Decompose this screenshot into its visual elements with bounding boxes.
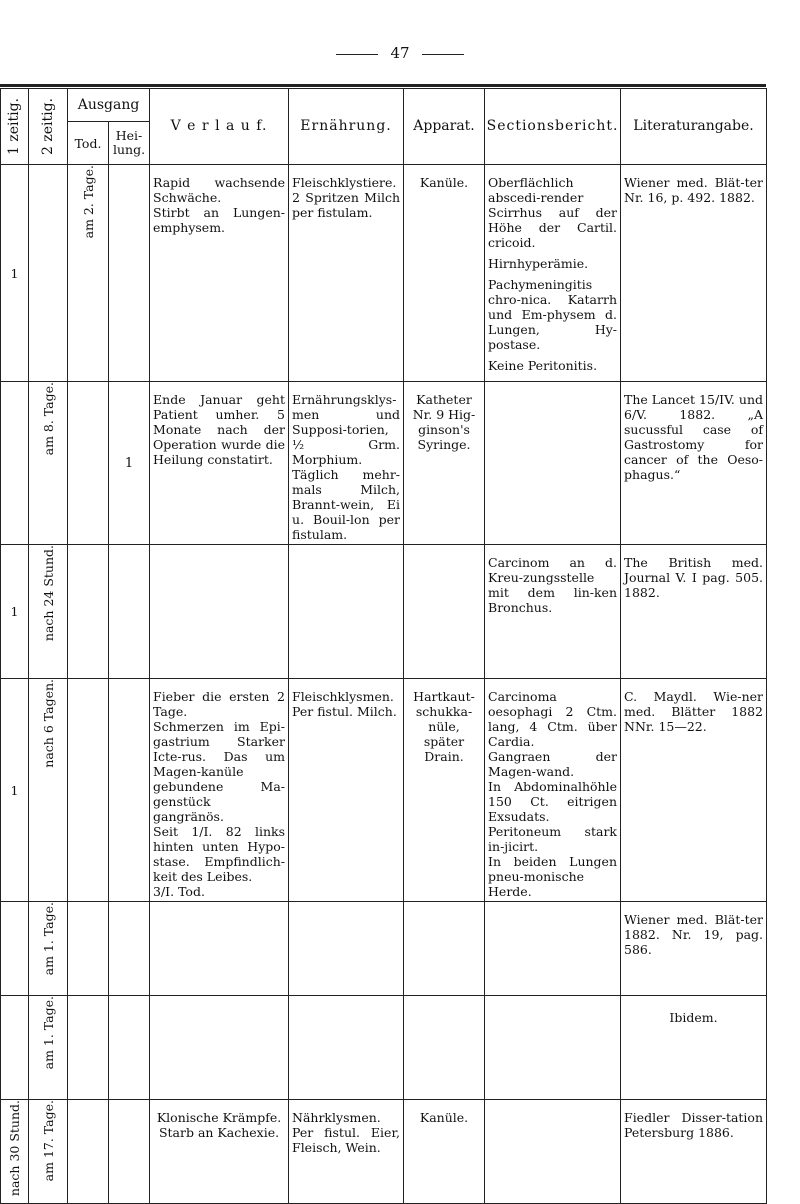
cell-death <box>68 382 109 545</box>
cell-late: am 17. Tage. <box>29 1100 68 1204</box>
cell-nutrition <box>289 902 404 996</box>
header-autopsy: Sectionsbericht. <box>485 89 621 165</box>
cell-apparatus <box>404 902 485 996</box>
header-late: 2 zeitig. <box>29 89 68 165</box>
cell-healing <box>109 1100 150 1204</box>
cell-death <box>68 996 109 1100</box>
case-table <box>0 88 767 1204</box>
cell-early: 1 <box>1 165 29 382</box>
header-healing: Hei- lung. <box>109 122 150 165</box>
cell-course <box>150 545 289 679</box>
header-outcome: Ausgang <box>68 89 150 122</box>
cell-late <box>29 165 68 382</box>
cell-literature: The Lancet 15/IV. und 6/V. 1882. „A sucussful case of Gastrostomy for cancer of the Oeso-phagus.“ <box>621 382 767 545</box>
cell-late: am 1. Tage. <box>29 996 68 1100</box>
cell-healing <box>109 165 150 382</box>
cell-early <box>1 902 29 996</box>
cell-healing <box>109 679 150 902</box>
cell-literature: The British med. Journal V. I pag. 505. 1882. <box>621 545 767 679</box>
cell-nutrition: Fleischklystiere. 2 Spritzen Milch per fistulam. <box>289 165 404 382</box>
cell-early: 1 <box>1 679 29 902</box>
table-row <box>1 382 767 545</box>
cell-autopsy: Oberflächlich abscedi-render Scirrhus auf der Höhe der Cartil. cricoid. Hirnhyperämie. Pachymeningitis chro-nica. Katarrh und Em-physem d. Lungen, Hy-postase. Keine Peritonitis. <box>485 165 621 382</box>
top-rule <box>0 84 766 87</box>
cell-apparatus: Kanüle. <box>404 165 485 382</box>
cell-apparatus: Kanüle. <box>404 1100 485 1204</box>
cell-course <box>150 902 289 996</box>
cell-literature: Wiener med. Blät-ter Nr. 16, p. 492. 1882. <box>621 165 767 382</box>
cell-late: nach 24 Stund. <box>29 545 68 679</box>
page-number-line <box>0 44 800 62</box>
cell-healing: 1 <box>109 382 150 545</box>
cell-course <box>150 996 289 1100</box>
cell-apparatus: Katheter Nr. 9 Hig-ginson's Syringe. <box>404 382 485 545</box>
cell-late: am 1. Tage. <box>29 902 68 996</box>
cell-literature: Wiener med. Blät-ter 1882. Nr. 19, pag. 586. <box>621 902 767 996</box>
header-course: V e r l a u f. <box>150 89 289 165</box>
header-early: 1 zeitig. <box>1 89 29 165</box>
cell-autopsy <box>485 1100 621 1204</box>
cell-apparatus: Hartkaut-schukka-nüle, später Drain. <box>404 679 485 902</box>
cell-nutrition <box>289 996 404 1100</box>
cell-nutrition <box>289 545 404 679</box>
cell-course: Klonische Krämpfe. Starb an Kachexie. <box>150 1100 289 1204</box>
cell-autopsy <box>485 996 621 1100</box>
cell-course: Rapid wachsende Schwäche. Stirbt an Lungen-emphysem. <box>150 165 289 382</box>
cell-death: am 2. Tage. <box>68 165 109 382</box>
cell-autopsy <box>485 902 621 996</box>
cell-late: am 8. Tage. <box>29 382 68 545</box>
table-row <box>1 545 767 679</box>
table-row <box>1 1100 767 1204</box>
cell-late: nach 6 Tagen. <box>29 679 68 902</box>
cell-early <box>1 996 29 1100</box>
header-literature: Literaturangabe. <box>621 89 767 165</box>
cell-healing <box>109 545 150 679</box>
dash-right <box>422 54 464 55</box>
table-row <box>1 679 767 902</box>
cell-autopsy: Carcinoma oesophagi 2 Ctm. lang, 4 Ctm. über Cardia. Gangraen der Magen-wand. In Abdominalhöhle 150 Ct. eitrigen Exsudats. Peritoneum stark in-jicirt. In beiden Lungen pneu-monische Herde. <box>485 679 621 902</box>
cell-course: Fieber die ersten 2 Tage. Schmerzen im Epi-gastrium Starker Icte-rus. Das um Magen-kanüle gebundene Ma-genstück gangränös. Seit 1/I. 82 links hinten unten Hypo-stase. Empfindlich-keit des Leibes. 3/I. Tod. <box>150 679 289 902</box>
cell-early: nach 30 Stund. <box>1 1100 29 1204</box>
cell-nutrition: Nährklysmen. Per fistul. Eier, Fleisch, Wein. <box>289 1100 404 1204</box>
header-apparatus: Apparat. <box>404 89 485 165</box>
dash-left <box>336 54 378 55</box>
cell-literature: Fiedler Disser-tation Petersburg 1886. <box>621 1100 767 1204</box>
cell-nutrition: Ernährungsklys-men und Supposi-torien, ½ Grm. Morphium. Täglich mehr-mals Milch, Brannt-wein, Ei u. Bouil-lon per fistulam. <box>289 382 404 545</box>
cell-death <box>68 902 109 996</box>
cell-literature: Ibidem. <box>621 996 767 1100</box>
cell-death <box>68 679 109 902</box>
cell-death <box>68 1100 109 1204</box>
cell-literature: C. Maydl. Wie-ner med. Blätter 1882 NNr. 15—22. <box>621 679 767 902</box>
cell-healing <box>109 996 150 1100</box>
table-row <box>1 165 767 382</box>
table-row <box>1 996 767 1100</box>
header-nutrition: Ernährung. <box>289 89 404 165</box>
cell-course: Ende Januar geht Patient umher. 5 Monate nach der Operation wurde die Heilung constatirt. <box>150 382 289 545</box>
cell-autopsy <box>485 382 621 545</box>
cell-early: 1 <box>1 545 29 679</box>
cell-autopsy: Carcinom an d. Kreu-zungsstelle mit dem lin-ken Bronchus. <box>485 545 621 679</box>
header-death: Tod. <box>68 122 109 165</box>
page-number: 47 <box>390 44 410 62</box>
cell-healing <box>109 902 150 996</box>
cell-death <box>68 545 109 679</box>
cell-apparatus <box>404 545 485 679</box>
table-row <box>1 902 767 996</box>
cell-nutrition: Fleischklysmen. Per fistul. Milch. <box>289 679 404 902</box>
cell-apparatus <box>404 996 485 1100</box>
cell-early <box>1 382 29 545</box>
